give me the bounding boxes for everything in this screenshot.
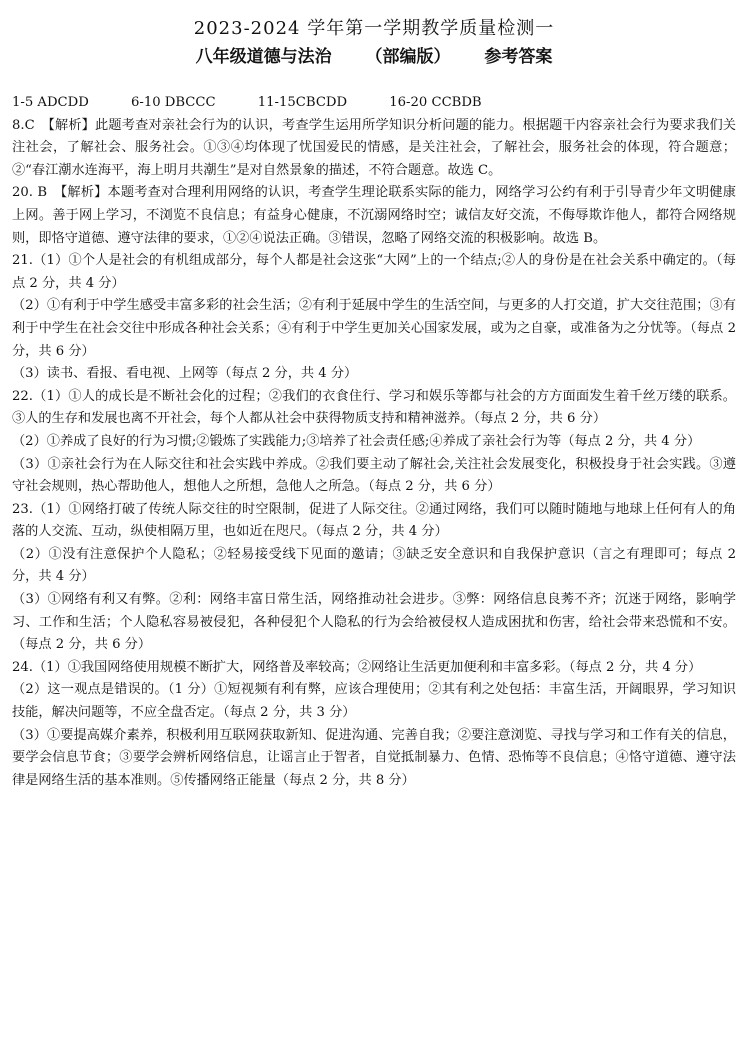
multiple-choice-answers (12, 92, 736, 115)
answer-q20-analysis: 20. B 【解析】本题考查对合理利用网络的认识，考查学生理论联系实际的能力，网络学习公约有利于引导青少年文明健康上网。善于网上学习，不浏览不良信息；有益身心健康，不沉溺网络时空；诚信友好交流，不侮辱欺诈他人，都符合网络规则，即恪守道德、遵守法律的要求，①②④说法正确。③错误，忽略了网络交流的积极影响。故选 B。 (12, 185, 736, 246)
answer-q22-part3: （3）①亲社会行为在人际交往和社会实践中养成。②我们要主动了解社会,关注社会发展变化，积极投身于社会实践。③遵守社会规则，热心帮助他人，想他人之所想，急他人之所急。（每点 2 分，共 6 分） (12, 456, 736, 495)
subtitle-answer-key: 参考答案 (484, 47, 553, 67)
answer-q24-part2: （2）这一观点是错误的。（1 分）①短视频有利有弊，应该合理使用；②其有利之处包括：丰富生活，开阔眼界，学习知识技能，解决问题等，不应全盘否定。（每点 2 分，共 3 分） (12, 682, 736, 721)
mc-group: 1-5 ADCDD (12, 95, 89, 110)
answer-q21-part3: （3）读书、看报、看电视、上网等（每点 2 分，共 4 分） (12, 366, 358, 382)
answer-q22-part2: （2）①养成了良好的行为习惯;②锻炼了实践能力;③培养了社会责任感;④养成了亲社会行为等（每点 2 分，共 4 分） (12, 433, 701, 449)
subtitle-edition: （部编版） (365, 47, 451, 67)
document-subtitle (0, 42, 748, 67)
mc-group: 11-15CBCDD (257, 95, 348, 110)
subtitle-subject: 八年级道德与法治 (195, 47, 332, 67)
answer-q23-part2: （2）①没有注意保护个人隐私；②轻易接受线下见面的邀请；③缺乏安全意识和自我保护意识（言之有理即可；每点 2 分，共 4 分） (12, 546, 736, 585)
answer-q23-part1: 23.（1）①网络打破了传统人际交往的时空限制，促进了人际交往。②通过网络，我们可以随时随地与地球上任何有人的角落的人交流、互动，纵使相隔万里，也如近在咫尺。（每点 2 分，共 4 分） (12, 501, 736, 540)
answer-q21-part2: （2）①有利于中学生感受丰富多彩的社会生活；②有利于延展中学生的生活空间，与更多的人打交道，扩大交往范围；③有利于中学生在社会交往中形成各种社会关系；④有利于中学生更加关心国家发展，或为之自豪，或准备为之分忧等。（每点 2 分，共 6 分） (12, 298, 736, 359)
answer-q8-analysis: 8.C 【解析】此题考查对亲社会行为的认识，考查学生运用所学知识分析问题的能力。根据题干内容亲社会行为要求我们关注社会，了解社会、服务社会。①③④均体现了忧国爱民的情感，是关注社会，了解社会，服务社会的体现，符合题意；②“春江潮水连海平，海上明月共潮生”是对自然景象的描述，不符合题意。故选 C。 (12, 117, 736, 178)
answer-q22-part1: 22.（1）①人的成长是不断社会化的过程；②我们的衣食住行、学习和娱乐等都与社会的方方面面发生着千丝万缕的联系。③人的生存和发展也离不开社会，每个人都从社会中获得物质支持和精神滋养。（每点 2 分，共 6 分） (12, 388, 736, 427)
mc-group: 6-10 DBCCC (130, 95, 216, 110)
mc-group: 16-20 CCBDB (389, 95, 482, 110)
answer-q23-part3: （3）①网络有利又有弊。②利：网络丰富日常生活，网络推动社会进步。③弊：网络信息良莠不齐；沉迷于网络，影响学习、工作和生活；个人隐私容易被侵犯，各种侵犯个人隐私的行为会给被侵权人造成困扰和伤害，给社会带来恐慌和不安。（每点 2 分，共 6 分） (12, 592, 736, 653)
answer-q24-part3: （3）①要提高媒介素养，积极利用互联网获取新知、促进沟通、完善自我；②要注意浏览、寻找与学习和工作有关的信息，要学会信息节食；③要学会辨析网络信息，让谣言止于智者，自觉抵制暴力、色情、恐怖等不良信息；④恪守道德、遵守法律是网络生活的基本准则。⑤传播网络正能量（每点 2 分，共 8 分） (12, 727, 736, 788)
answer-q21-part1: 21.（1）①个人是社会的有机组成部分，每个人都是社会这张“大网”上的一个结点;②人的身份是在社会关系中确定的。（每点 2 分，共 4 分） (12, 253, 736, 291)
document-title: 2023-2024 学年第一学期教学质量检测一 (193, 18, 555, 39)
answer-q24-part1: 24.（1）①我国网络使用规模不断扩大，网络普及率较高；②网络让生活更加便利和丰富多彩。（每点 2 分，共 4 分） (12, 659, 702, 675)
answer-body (12, 92, 736, 792)
